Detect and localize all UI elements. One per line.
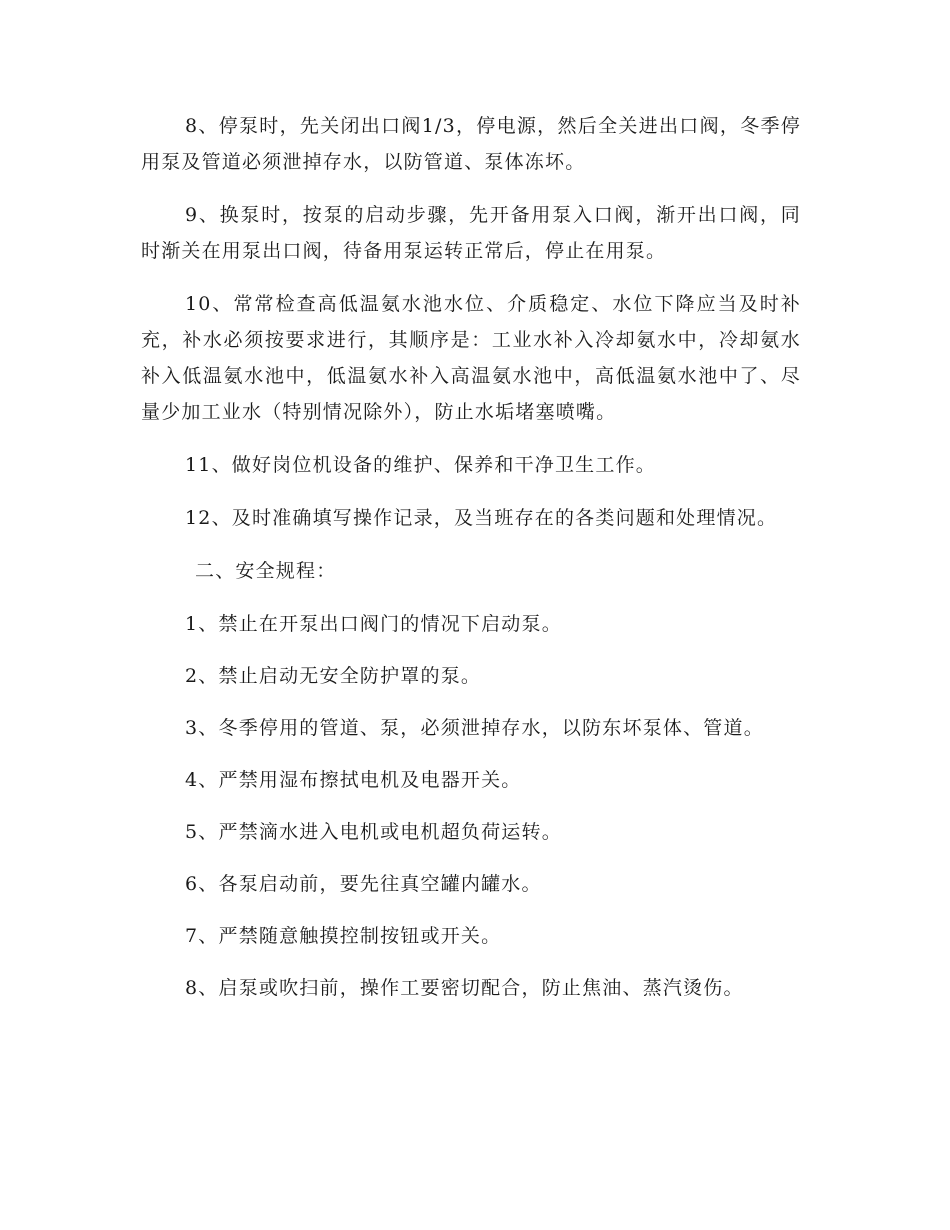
safety-rule-8: 8、启泵或吹扫前，操作工要密切配合，防止焦油、蒸汽烫伤。 [185, 977, 744, 999]
paragraph-item-9: 9、换泵时，按泵的启动步骤，先开备用泵入口阀，渐开出口阀，同时渐关在用泵出口阀，待备用泵运转正常后，停止在用泵。 [141, 204, 801, 262]
paragraph-item-11: 11、做好岗位机设备的维护、保养和干净卫生工作。 [185, 454, 656, 476]
safety-rule-4: 4、严禁用湿布擦拭电机及电器开关。 [185, 769, 522, 791]
paragraph-item-8: 8、停泵时，先关闭出口阀1/3，停电源，然后全关进出口阀，冬季停用泵及管道必须泄掉存水，以防管道、泵体冻坏。 [141, 115, 801, 173]
safety-rule-1: 1、禁止在开泵出口阀门的情况下启动泵。 [185, 613, 562, 635]
safety-rule-3: 3、冬季停用的管道、泵，必须泄掉存水，以防东坏泵体、管道。 [185, 717, 764, 739]
safety-rule-2: 2、禁止启动无安全防护罩的泵。 [185, 665, 482, 687]
safety-rule-5: 5、严禁滴水进入电机或电机超负荷运转。 [185, 821, 562, 843]
section-heading-safety: 二、安全规程： [195, 560, 337, 582]
safety-rule-7: 7、严禁随意触摸控制按钮或开关。 [185, 925, 502, 947]
paragraph-item-10: 10、常常检查高低温氨水池水位、介质稳定、水位下降应当及时补充，补水必须按要求进行，其顺序是：工业水补入冷却氨水中，冷却氨水补入低温氨水池中，低温氨水补入高温氨水池中，高低温氨水池中了、尽量少加工业水（特别情况除外），防止水垢堵塞喷嘴。 [141, 293, 801, 423]
paragraph-item-12: 12、及时准确填写操作记录，及当班存在的各类问题和处理情况。 [185, 507, 778, 529]
document-body [141, 108, 801, 1022]
safety-rule-6: 6、各泵启动前，要先往真空罐内罐水。 [185, 873, 542, 895]
